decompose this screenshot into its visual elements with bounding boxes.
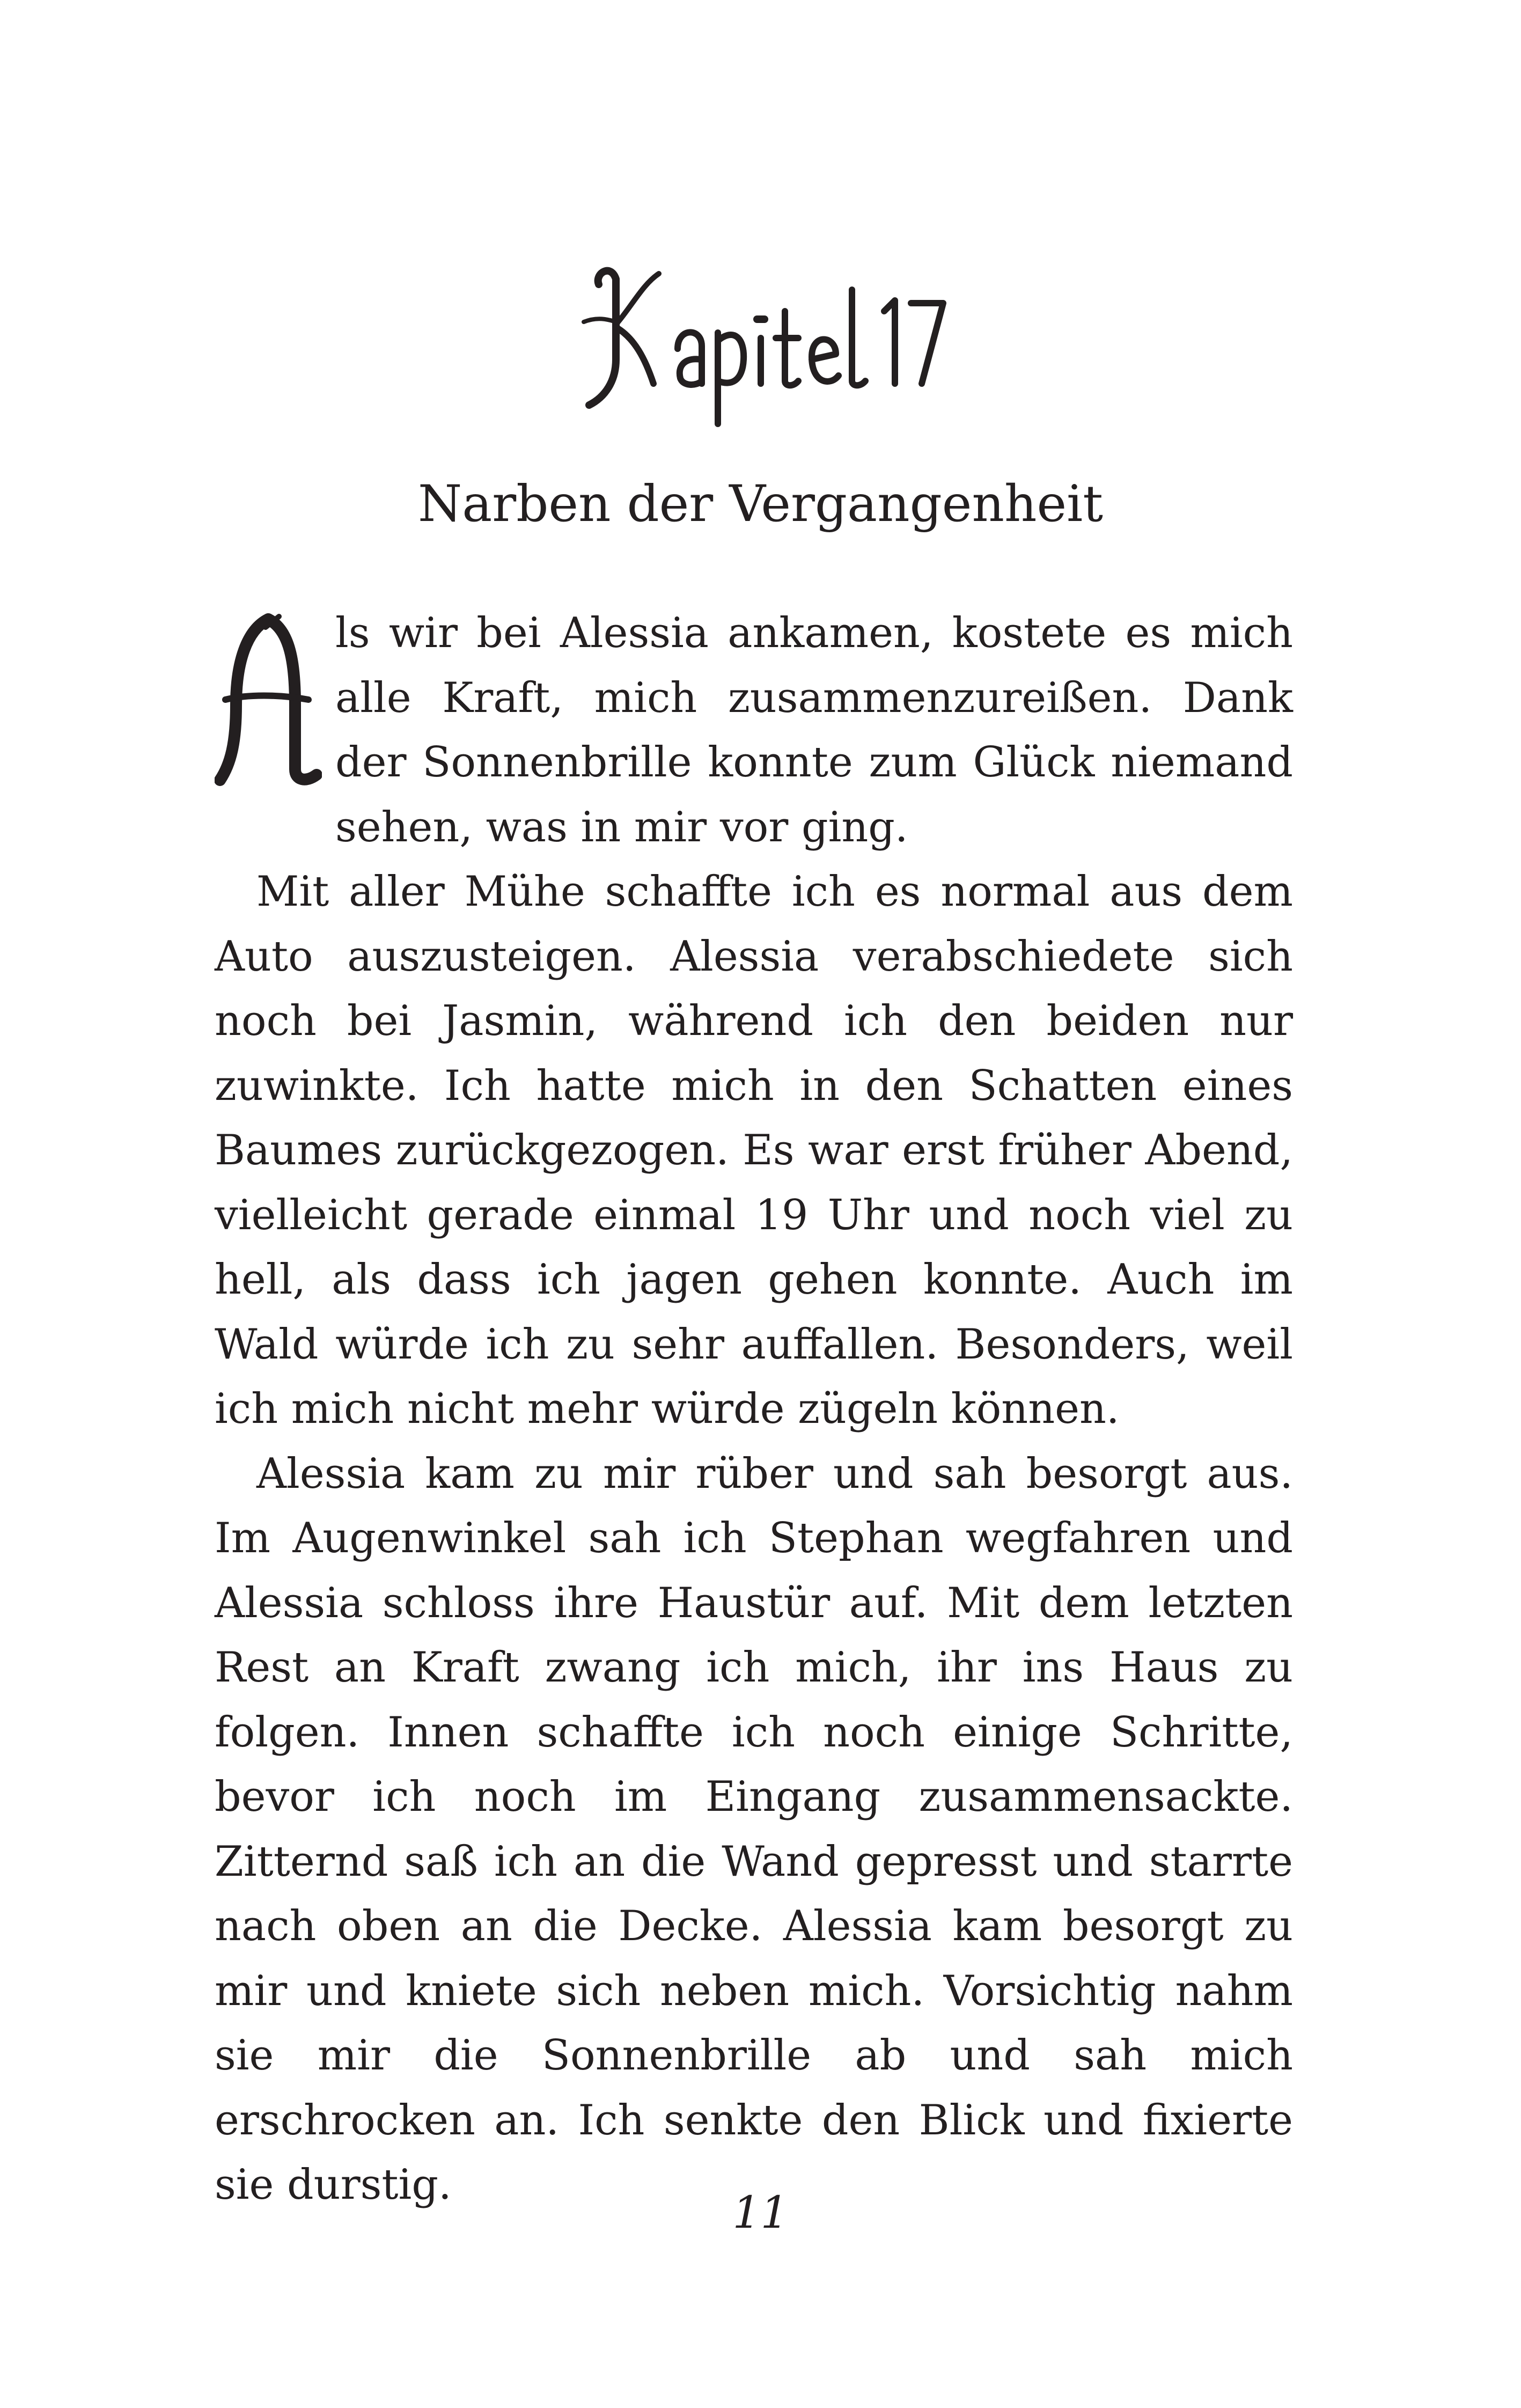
paragraph: Alessia kam zu mir rüber und sah besorgt aus. Im Augenwinkel sah ich Stephan wegfahren und Alessia schloss ihre Haustür auf. Mit dem letzten Rest an Kraft zwang ich mich, ihr ins Haus zu folgen. Innen schaffte ich noch einige Schritte, bevor ich noch im Eingang zusammensackte. Zitternd saß ich an die Wand gepresst und starrte nach oben an die Decke. Alessia kam besorgt zu mir und kniete sich neben mich. Vorsichtig nahm sie mir die Sonnenbrille ab und sah mich erschrocken an. Ich senkte den Blick und fixierte sie durstig.: [215, 1449, 1293, 2209]
chapter-heading: [0, 252, 1521, 435]
first-paragraph-text: ls wir bei Alessia ankamen, kostete es mich alle Kraft, mich zusammenzureißen. Dank der Sonnenbrille konnte zum Glück niemand sehen, was in mir vor ging.: [335, 609, 1293, 851]
drop-cap: [215, 608, 335, 802]
first-paragraph: [215, 601, 1293, 860]
page-number: 11: [732, 2187, 789, 2238]
paragraph: Mit aller Mühe schaffte ich es normal aus dem Auto auszusteigen. Alessia verabschiedete sich noch bei Jasmin, während ich den beiden nur zuwinkte. Ich hatte mich in den Schatten eines Baumes zurückgezogen. Es war erst früher Abend, vielleicht gerade einmal 19 Uhr und noch viel zu hell, als dass ich jagen gehen konnte. Auch im Wald würde ich zu sehr auffallen. Besonders, weil ich mich nicht mehr würde zügeln können.: [215, 868, 1293, 1433]
chapter-subtitle: Narben der Vergangenheit: [418, 475, 1103, 533]
chapter-body: [215, 601, 1293, 2218]
chapter-heading-lettering: [573, 252, 949, 435]
drop-cap-lettering: [215, 608, 322, 791]
